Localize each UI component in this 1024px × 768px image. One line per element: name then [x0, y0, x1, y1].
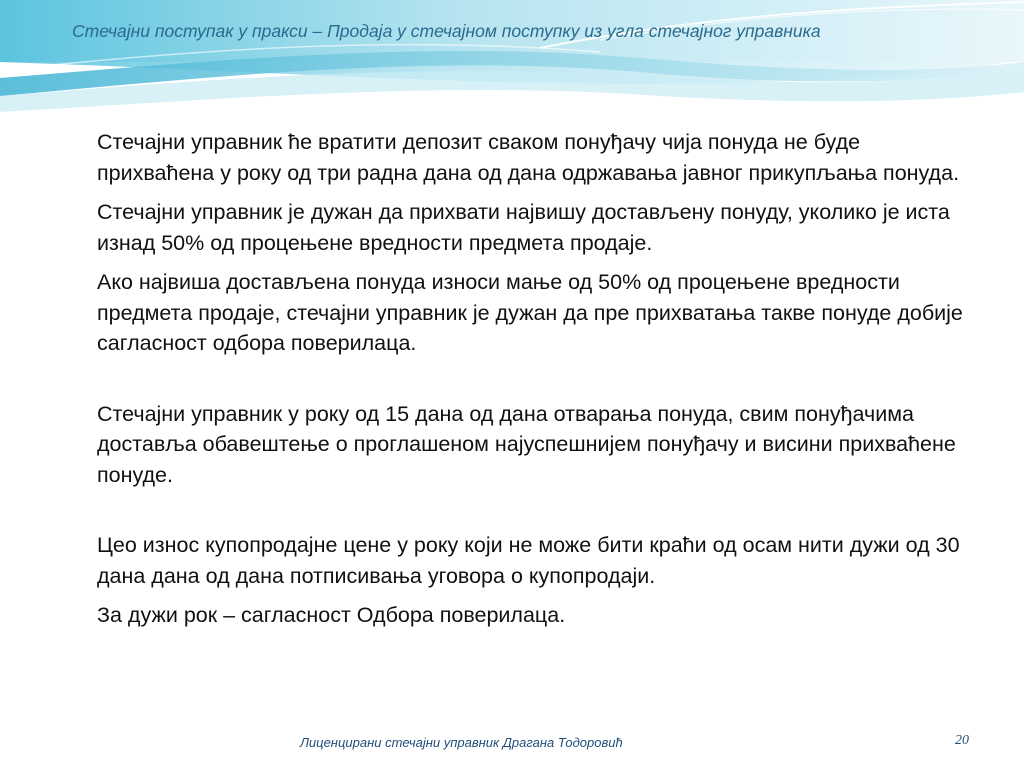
paragraph-creditors-consent: Ако највиша достављена понуда износи мање од 50% од процењене вредности предмета продаје, стечајни управник је дужан да пре прихватања такве понуде добије сагласност одбора поверилаца.	[97, 270, 963, 355]
slide-body	[97, 127, 977, 631]
slide-footer: Лиценцирани стечајни управник Драгана Тодоровић	[300, 735, 623, 750]
paragraph-payment-term: Цео износ купопродајне цене у року који не може бити краћи од осам нити дужи од 30 дана дана од дана потписивања уговора о купопродаји.	[97, 533, 960, 588]
paragraph-longer-term: За дужи рок – сагласност Одбора поверилаца.	[97, 603, 566, 627]
page-number: 20	[955, 733, 969, 748]
paragraph-notification: Стечајни управник у року од 15 дана од дана отварања понуда, свим понуђачима доставља обавештење о проглашеном најуспешнијем понуђачу и висини прихваћене понуде.	[97, 401, 956, 487]
paragraph-accept-highest-offer: Стечајни управник је дужан да прихвати највишу достављену понуду, уколико је иста изнад 50% од процењене вредности предмета продаје.	[97, 200, 950, 255]
slide-title: Стечајни поступак у пракси – Продаја у стечајном поступку из угла стечајног управника	[72, 21, 821, 41]
paragraph-deposit-return: Стечајни управник ће вратити депозит сваком понуђачу чија понуда не буде прихваћена у року од три радна дана од дана одржавања јавног прикупљања понуда.	[97, 130, 960, 185]
header-wave-decoration	[0, 0, 1024, 120]
